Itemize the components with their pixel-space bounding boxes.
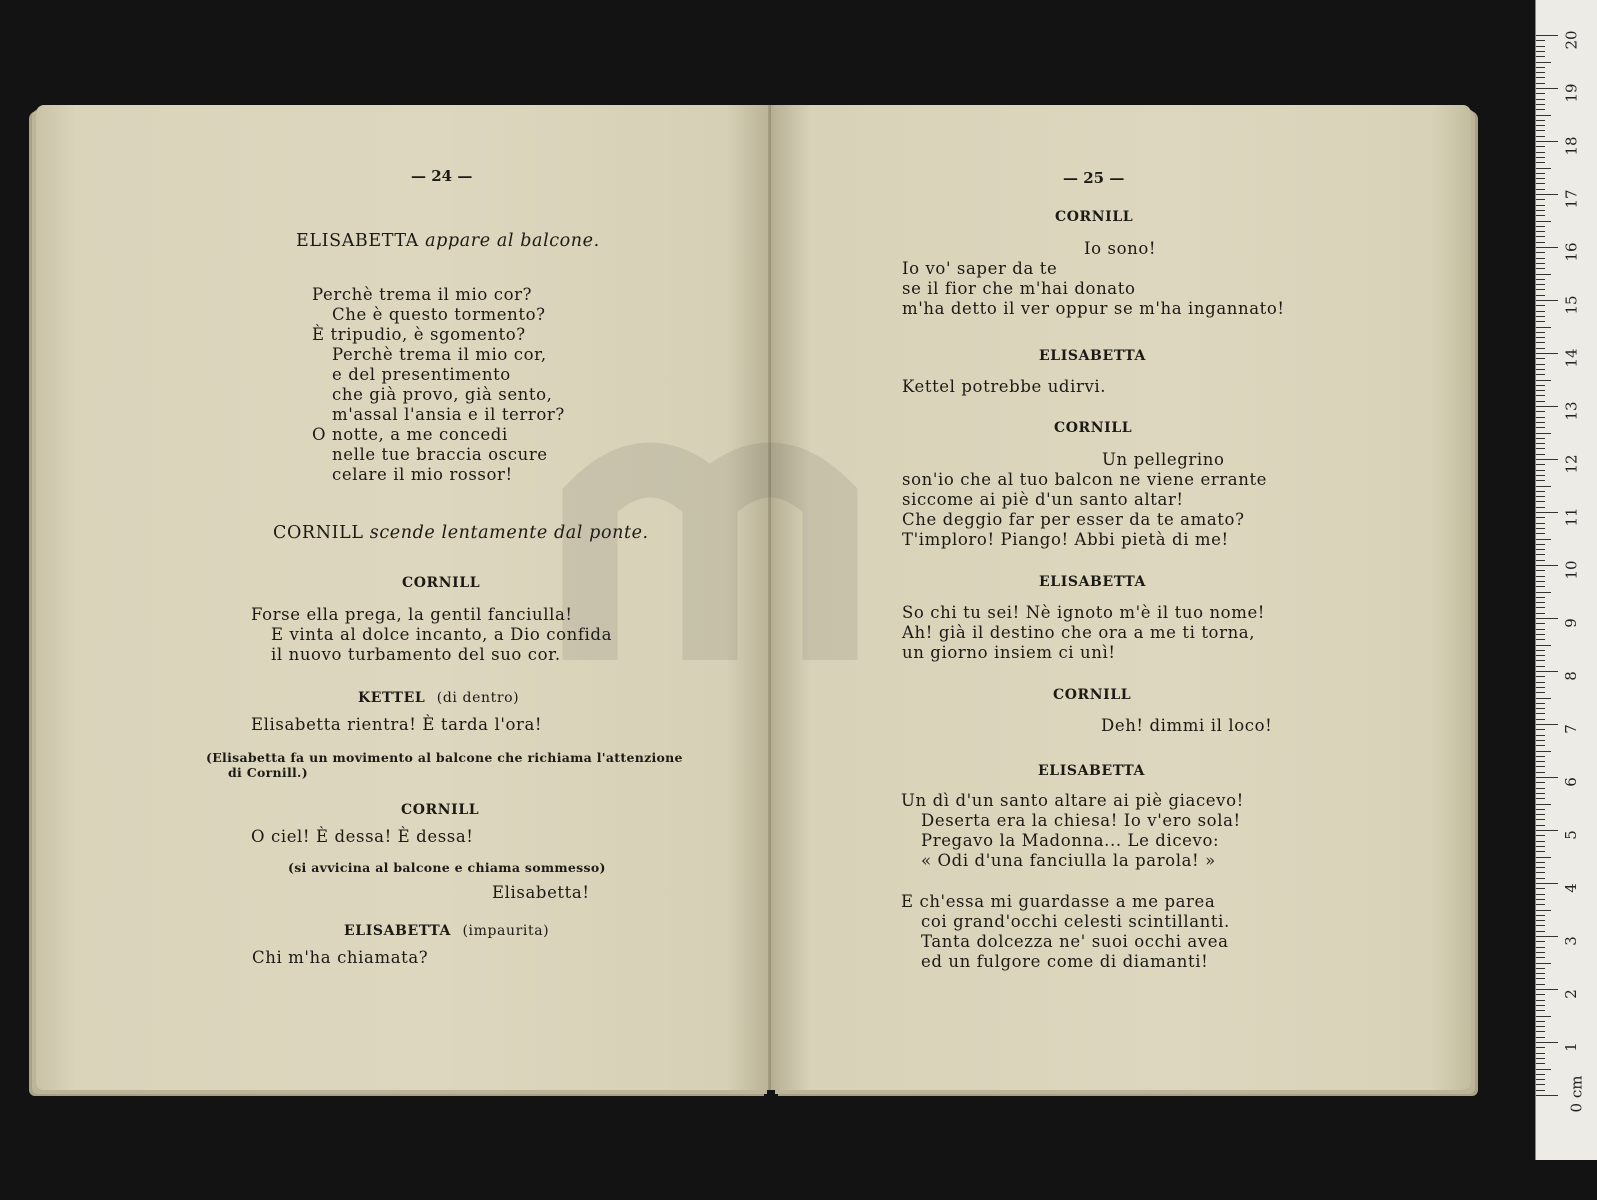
verse-line: È tripudio, è sgomento?	[312, 325, 526, 344]
speaker-name: ELISABETTA	[1039, 348, 1146, 364]
ruler-tick	[1536, 825, 1545, 826]
ruler-tick	[1536, 157, 1545, 158]
ruler-tick	[1536, 984, 1545, 985]
ruler-tick	[1536, 872, 1545, 873]
ruler-tick	[1536, 459, 1558, 460]
ruler-tick	[1536, 888, 1545, 889]
ruler-tick	[1536, 454, 1545, 455]
ruler-tick	[1536, 130, 1545, 131]
ruler-tick	[1536, 804, 1551, 805]
ruler-number: 6	[1561, 777, 1580, 787]
ruler-tick	[1536, 183, 1545, 184]
dialogue-line: « Odi d'una fanciulla la parola! »	[921, 851, 1216, 870]
ruler-tick	[1536, 173, 1545, 174]
ruler-tick	[1536, 745, 1545, 746]
dialogue-line: Deserta era la chiesa! Io v'ero sola!	[921, 811, 1241, 830]
ruler-tick	[1536, 109, 1545, 110]
ruler-tick	[1536, 1058, 1545, 1059]
ruler-tick	[1536, 501, 1545, 502]
ruler-tick	[1536, 422, 1545, 423]
ruler-tick	[1536, 258, 1545, 259]
speaker-name-elisabetta: ELISABETTA (impaurita)	[344, 923, 550, 939]
ruler-tick	[1536, 830, 1558, 831]
dialogue-line: Deh! dimmi il loco!	[1101, 716, 1273, 735]
ruler-tick	[1536, 623, 1545, 624]
ruler-tick	[1536, 401, 1545, 402]
ruler-tick	[1536, 528, 1545, 529]
ruler-tick	[1536, 576, 1545, 577]
dialogue-line: T'imploro! Piango! Abbi pietà di me!	[902, 530, 1229, 549]
speaker-name: ELISABETTA	[1038, 763, 1145, 779]
ruler-number: 8	[1561, 671, 1580, 681]
ruler-number: 14	[1562, 348, 1581, 368]
ruler-tick	[1536, 1037, 1545, 1038]
ruler-number: 19	[1562, 83, 1581, 103]
dialogue-line: siccome ai piè d'un santo altar!	[902, 490, 1184, 509]
dialogue-line: Elisabetta!	[492, 883, 590, 902]
ruler-tick	[1536, 295, 1545, 296]
ruler-tick	[1536, 1074, 1545, 1075]
ruler-tick	[1536, 385, 1545, 386]
ruler-tick	[1536, 199, 1545, 200]
ruler-tick	[1536, 560, 1545, 561]
ruler-tick	[1536, 1053, 1545, 1054]
ruler-tick	[1536, 93, 1545, 94]
ruler-tick	[1536, 46, 1545, 47]
ruler-tick	[1536, 470, 1545, 471]
ruler-tick	[1536, 332, 1545, 333]
ruler-tick	[1536, 549, 1545, 550]
ruler-tick	[1536, 1031, 1545, 1032]
ruler-tick	[1536, 835, 1545, 836]
ruler-tick	[1536, 660, 1545, 661]
ruler-tick	[1536, 1005, 1545, 1006]
ruler-tick	[1536, 629, 1545, 630]
ruler-tick	[1536, 841, 1545, 842]
ruler-number: 4	[1561, 883, 1580, 893]
dialogue-line: se il fior che m'hai donato	[902, 279, 1136, 298]
speaker-name: ELISABETTA	[1039, 574, 1146, 590]
stage-direction-note: di Cornill.)	[228, 765, 308, 780]
verse-line: e del presentimento	[332, 365, 511, 384]
ruler-number: 9	[1561, 618, 1580, 628]
ruler-tick	[1536, 427, 1545, 428]
ruler-tick	[1536, 242, 1545, 243]
ruler-tick	[1536, 915, 1545, 916]
ruler-tick	[1536, 814, 1545, 815]
ruler-number: 15	[1562, 295, 1581, 315]
ruler-tick	[1536, 136, 1545, 137]
ruler-tick	[1536, 671, 1558, 672]
ruler-tick	[1536, 554, 1545, 555]
ruler-tick	[1536, 740, 1545, 741]
dialogue-line: Chi m'ha chiamata?	[252, 948, 429, 967]
dialogue-line: m'ha detto il ver oppur se m'ha ingannato!	[902, 299, 1285, 318]
ruler-tick	[1536, 247, 1558, 248]
ruler-tick	[1536, 565, 1558, 566]
verse-line: Perchè trema il mio cor,	[332, 345, 547, 364]
ruler-tick	[1536, 1079, 1545, 1080]
ruler-tick	[1536, 978, 1545, 979]
dialogue-line: il nuovo turbamento del suo cor.	[271, 645, 561, 664]
dialogue-line: un giorno insiem ci unì!	[902, 643, 1116, 662]
ruler-number: 3	[1561, 936, 1580, 946]
speaker-name: CORNILL	[1055, 209, 1134, 225]
ruler-tick	[1536, 321, 1545, 322]
speaker-name: CORNILL	[1054, 420, 1133, 436]
ruler-tick	[1536, 417, 1545, 418]
ruler-number: 7	[1561, 724, 1580, 734]
ruler-tick	[1536, 1021, 1545, 1022]
ruler-tick	[1536, 438, 1545, 439]
ruler-number: 17	[1562, 189, 1581, 209]
ruler-tick	[1536, 337, 1545, 338]
ruler-number: 11	[1562, 507, 1581, 527]
ruler-tick	[1536, 507, 1545, 508]
ruler-tick	[1536, 703, 1545, 704]
ruler-tick	[1536, 268, 1545, 269]
ruler-tick	[1536, 189, 1545, 190]
ruler-tick	[1536, 284, 1545, 285]
dialogue-line: E ch'essa mi guardasse a me parea	[901, 892, 1216, 911]
ruler-tick	[1536, 878, 1545, 879]
ruler-tick	[1536, 618, 1558, 619]
ruler-tick	[1536, 523, 1545, 524]
ruler-tick	[1536, 517, 1545, 518]
ruler-tick	[1536, 226, 1545, 227]
ruler-tick	[1536, 1069, 1551, 1070]
ruler-tick	[1536, 168, 1551, 169]
ruler-tick	[1536, 443, 1545, 444]
ruler-tick	[1536, 910, 1551, 911]
dialogue-line: son'io che al tuo balcon ne viene errante	[902, 470, 1268, 489]
ruler-tick	[1536, 221, 1551, 222]
ruler-tick	[1536, 263, 1545, 264]
ruler-tick	[1536, 947, 1545, 948]
ruler-tick	[1536, 210, 1545, 211]
dialogue-line: Pregavo la Madonna... Le dicevo:	[921, 831, 1220, 850]
ruler-tick	[1536, 353, 1558, 354]
ruler-tick	[1536, 77, 1545, 78]
ruler-tick	[1536, 67, 1545, 68]
ruler-tick	[1536, 607, 1545, 608]
page-number-24: — 24 —	[411, 167, 473, 185]
ruler-tick	[1536, 931, 1545, 932]
ruler-number: 12	[1562, 454, 1581, 474]
ruler-tick	[1536, 496, 1545, 497]
ruler-tick	[1536, 782, 1545, 783]
ruler-tick	[1536, 364, 1545, 365]
ruler-tick	[1536, 35, 1558, 36]
ruler-number: 1	[1561, 1042, 1580, 1052]
ruler-tick	[1536, 475, 1545, 476]
ruler-tick	[1536, 141, 1558, 142]
ruler-tick	[1536, 533, 1545, 534]
ruler-tick	[1536, 464, 1545, 465]
ruler-tick	[1536, 115, 1551, 116]
ruler-tick	[1536, 390, 1545, 391]
ruler-number: 5	[1561, 830, 1580, 840]
ruler-tick	[1536, 819, 1545, 820]
measurement-ruler	[1535, 0, 1597, 1160]
ruler-tick	[1536, 194, 1558, 195]
ruler-tick	[1536, 655, 1545, 656]
ruler-tick	[1536, 846, 1545, 847]
ruler-tick	[1536, 120, 1545, 121]
ruler-tick	[1536, 724, 1558, 725]
ruler-tick	[1536, 162, 1545, 163]
stage-direction-cornill: CORNILL scende lentamente dal ponte.	[273, 523, 649, 543]
ruler-tick	[1536, 1010, 1545, 1011]
ruler-tick	[1536, 83, 1545, 84]
ruler-tick	[1536, 973, 1545, 974]
ruler-number: 2	[1561, 989, 1580, 999]
ruler-tick	[1536, 327, 1551, 328]
ruler-tick	[1536, 380, 1551, 381]
dialogue-line: Un dì d'un santo altare ai piè giacevo!	[901, 791, 1244, 810]
ruler-tick	[1536, 862, 1545, 863]
speaker-name: CORNILL	[401, 802, 480, 818]
ruler-tick	[1536, 104, 1545, 105]
stage-direction-note: (si avvicina al balcone e chiama sommesso)	[288, 860, 606, 875]
dialogue-line: Che deggio far per esser da te amato?	[902, 510, 1245, 529]
ruler-tick	[1536, 851, 1545, 852]
ruler-tick	[1536, 650, 1545, 651]
ruler-tick	[1536, 152, 1545, 153]
dialogue-line: Elisabetta rientra! È tarda l'ora!	[251, 715, 543, 734]
ruler-tick	[1536, 719, 1545, 720]
ruler-tick	[1536, 925, 1545, 926]
speaker-name-kettel: KETTEL (di dentro)	[358, 690, 520, 706]
dialogue-line: Io vo' saper da te	[902, 259, 1058, 278]
dialogue-line: Kettel potrebbe udirvi.	[902, 377, 1107, 396]
ruler-tick	[1536, 62, 1551, 63]
ruler-tick	[1536, 756, 1545, 757]
dialogue-line: O ciel! È dessa! È dessa!	[251, 827, 474, 846]
ruler-tick	[1536, 480, 1545, 481]
verse-line: O notte, a me concedi	[312, 425, 508, 444]
ruler-tick	[1536, 544, 1545, 545]
ruler-number: 16	[1562, 242, 1581, 262]
ruler-tick	[1536, 99, 1545, 100]
ruler-tick	[1536, 1095, 1558, 1096]
ruler-tick	[1536, 512, 1558, 513]
ruler-tick	[1536, 1042, 1558, 1043]
dialogue-line: Forse ella prega, la gentil fanciulla!	[251, 605, 573, 624]
ruler-tick	[1536, 40, 1545, 41]
ruler-tick	[1536, 597, 1545, 598]
verse-line: Perchè trema il mio cor?	[312, 285, 533, 304]
ruler-tick	[1536, 279, 1545, 280]
ruler-tick	[1536, 899, 1545, 900]
verse-line: m'assal l'ansia e il terror?	[332, 405, 565, 424]
ruler-tick	[1536, 88, 1558, 89]
ruler-tick	[1536, 968, 1545, 969]
speaker-name: CORNILL	[1053, 687, 1132, 703]
ruler-tick	[1536, 729, 1545, 730]
ruler-tick	[1536, 613, 1545, 614]
ruler-tick	[1536, 1000, 1545, 1001]
ruler-tick	[1536, 433, 1551, 434]
ruler-number: 10	[1562, 560, 1581, 580]
dialogue-line: Un pellegrino	[1102, 450, 1225, 469]
ruler-tick	[1536, 51, 1545, 52]
dialogue-line: So chi tu sei! Nè ignoto m'è il tuo nome!	[902, 603, 1266, 622]
dialogue-line: coi grand'occhi celesti scintillanti.	[921, 912, 1230, 931]
ruler-tick	[1536, 592, 1551, 593]
ruler-tick	[1536, 125, 1545, 126]
ruler-tick	[1536, 311, 1545, 312]
ruler-tick	[1536, 867, 1545, 868]
ruler-tick	[1536, 205, 1545, 206]
dialogue-line: Io sono!	[1084, 239, 1157, 258]
ruler-tick	[1536, 639, 1545, 640]
ruler-unit-label: 0 cm	[1567, 1075, 1586, 1113]
verse-line: nelle tue braccia oscure	[332, 445, 548, 464]
ruler-tick	[1536, 411, 1545, 412]
page-number-25: — 25 —	[1063, 169, 1125, 187]
ruler-tick	[1536, 920, 1545, 921]
ruler-tick	[1536, 1063, 1545, 1064]
ruler-tick	[1536, 358, 1545, 359]
ruler-tick	[1536, 231, 1545, 232]
ruler-tick	[1536, 963, 1551, 964]
ruler-tick	[1536, 883, 1558, 884]
ruler-tick	[1536, 751, 1551, 752]
ruler-tick	[1536, 1090, 1545, 1091]
ruler-tick	[1536, 994, 1545, 995]
ruler-tick	[1536, 761, 1545, 762]
ruler-tick	[1536, 581, 1545, 582]
ruler-tick	[1536, 236, 1545, 237]
ruler-tick	[1536, 316, 1545, 317]
ruler-tick	[1536, 698, 1551, 699]
ruler-tick	[1536, 708, 1545, 709]
ruler-tick	[1536, 274, 1551, 275]
ruler-tick	[1536, 252, 1545, 253]
ruler-tick	[1536, 735, 1545, 736]
dialogue-line: ed un fulgore come di diamanti!	[921, 952, 1209, 971]
ruler-tick	[1536, 857, 1551, 858]
ruler-tick	[1536, 486, 1551, 487]
ruler-tick	[1536, 1084, 1545, 1085]
ruler-tick	[1536, 586, 1545, 587]
ruler-tick	[1536, 602, 1545, 603]
dialogue-line: E vinta al dolce incanto, a Dio confida	[271, 625, 613, 644]
ruler-tick	[1536, 374, 1545, 375]
ruler-tick	[1536, 777, 1558, 778]
ruler-tick	[1536, 989, 1558, 990]
ruler-tick	[1536, 904, 1545, 905]
verse-line: celare il mio rossor!	[332, 465, 513, 484]
ruler-tick	[1536, 305, 1545, 306]
ruler-tick	[1536, 788, 1545, 789]
ruler-tick	[1536, 713, 1545, 714]
stage-direction-note: (Elisabetta fa un movimento al balcone che richiama l'attenzione	[206, 750, 683, 765]
ruler-tick	[1536, 645, 1551, 646]
ruler-tick	[1536, 348, 1545, 349]
ruler-tick	[1536, 1026, 1545, 1027]
ruler-number: 18	[1562, 136, 1581, 156]
ruler-tick	[1536, 682, 1545, 683]
verse-line: che già provo, già sento,	[332, 385, 553, 404]
ruler-tick	[1536, 369, 1545, 370]
ruler-tick	[1536, 215, 1545, 216]
dialogue-line: Tanta dolcezza ne' suoi occhi avea	[921, 932, 1229, 951]
ruler-number: 20	[1562, 30, 1581, 50]
ruler-tick	[1536, 289, 1545, 290]
ruler-tick	[1536, 406, 1558, 407]
ruler-tick	[1536, 666, 1545, 667]
ruler-tick	[1536, 539, 1551, 540]
ruler-tick	[1536, 692, 1545, 693]
ruler-tick	[1536, 634, 1545, 635]
ruler-tick	[1536, 146, 1545, 147]
ruler-tick	[1536, 952, 1545, 953]
ruler-tick	[1536, 941, 1545, 942]
ruler-tick	[1536, 676, 1545, 677]
ruler-tick	[1536, 300, 1558, 301]
ruler-tick	[1536, 72, 1545, 73]
ruler-tick	[1536, 772, 1545, 773]
speaker-name: CORNILL	[402, 575, 481, 591]
ruler-tick	[1536, 395, 1545, 396]
ruler-tick	[1536, 957, 1545, 958]
verse-line: Che è questo tormento?	[332, 305, 546, 324]
ruler-tick	[1536, 766, 1545, 767]
ruler-tick	[1536, 687, 1545, 688]
ruler-tick	[1536, 448, 1545, 449]
ruler-tick	[1536, 342, 1545, 343]
ruler-tick	[1536, 894, 1545, 895]
ruler-tick	[1536, 809, 1545, 810]
ruler-number: 13	[1562, 401, 1581, 421]
stage-direction-elisabetta: ELISABETTA appare al balcone.	[296, 231, 600, 251]
ruler-tick	[1536, 56, 1545, 57]
ruler-tick	[1536, 1016, 1551, 1017]
ruler-tick	[1536, 178, 1545, 179]
ruler-tick	[1536, 1047, 1545, 1048]
ruler-tick	[1536, 570, 1545, 571]
ruler-tick	[1536, 936, 1558, 937]
ruler-tick	[1536, 798, 1545, 799]
ruler-tick	[1536, 793, 1545, 794]
watermark-logo-icon	[560, 440, 920, 690]
ruler-tick	[1536, 491, 1545, 492]
dialogue-line: Ah! già il destino che ora a me ti torna,	[902, 623, 1256, 642]
